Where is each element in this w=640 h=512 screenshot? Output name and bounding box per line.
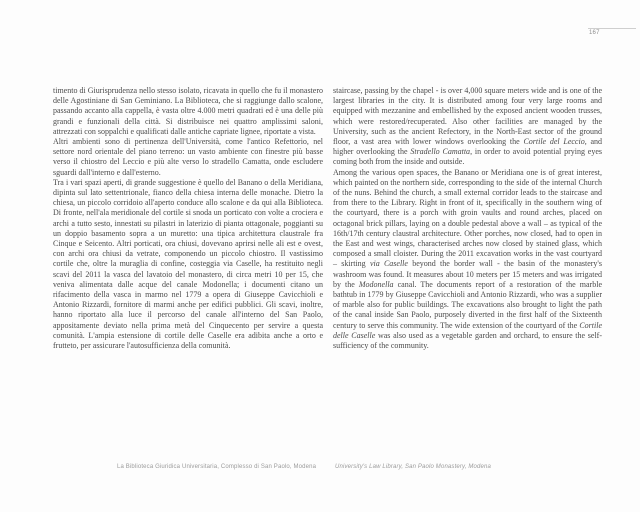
text-run: was also used as a vegetable garden and orchard, to ensure the self-sufficiency of the community. (333, 330, 602, 351)
text-column-english (333, 86, 602, 351)
text-column-italian (53, 86, 323, 351)
caption-italian: La Biblioteca Giuridica Universitaria, Complesso di San Paolo, Modena (117, 464, 317, 470)
text-run: , in order to avoid potential prying eyes coming both from the inside and outside. (333, 147, 603, 167)
page-number: 167 (589, 30, 600, 36)
text-run: Among the various open spaces, the Banano or Meridiana one is of great interest, which painted on the northern side, corresponding to the side of the internal Church of the nuns. Behind the church, a small external corridor leads to the staircase and from there to the Library. Right in front of it, specifically in the southern wing of the courtyard, there is a porch with groin vaults and round arches, placed on octagonal brick pillars, laying on a double pedestal above a wall – as typical of the 16th/17th century claustral architecture. Other porches, now closed, had to open in the East and west wings, characterised arches now closed by stained glass, which composed a small cloister. During the 2011 excavation works in the vast courtyard – skirting (333, 167, 602, 269)
text-run: canal. The documents report of a restoration of the marble bathtub in 1779 by Giuseppe Cavicchioli and Antonio Rizzardi, who was a supplier of marble also for public buildings. The excavations also brought to light the path of the canal inside San Paolo, purposely diverted in the first half of the Sixteenth century to serve this community. The wide extension of the courtyard of the (333, 279, 602, 330)
italic-term: Cortile del Leccio (523, 137, 585, 147)
italic-term: Stradello Camatta (410, 147, 471, 157)
text-run: , and higher overlooking the (333, 137, 602, 157)
caption-english: University's Law Library, San Paolo Monastery, Modena (335, 464, 491, 470)
text-run: Altri ambienti sono di pertinenza dell'Università, come l'antico Refettorio, nel settore nord orientale del piano terreno: un vasto ambiente con finestre più basse verso il chiostro del Leccio e più alte verso lo stradello Camatta, onde escludere sguardi dall'interno e dall'esterno. (53, 137, 323, 177)
page-header-rule (588, 28, 636, 29)
text-run: Tra i vari spazi aperti, di grande suggestione è quello del Banano o della Meridiana, dipinta sul lato settentrionale, fianco della chiesa interna delle monache. Dietro la chiesa, un piccolo corridoio all'aperto conduce allo scalone e da qui alla Biblioteca. Di fronte, nell'ala meridionale del cortile si snoda un porticato con volte a crociera e archi a tutto sesto, innestati su pilastri in laterizio di pianta ottagonale, poggianti su un doppio basamento sopra a un muretto: una tipica architettura claustrale fra Cinque e Seicento. Altri porticati, ora chiusi, dovevano aprirsi nelle ali est e ovest, con archi ora chiusi da vetrate, componendo un piccolo chiostro. Il vastissimo cortile che, oltre la muraglia di confine, costeggia via Caselle, ha restituito negli scavi del 2011 la vasca del lavatoio del monastero, di circa metri 10 per 15, che veniva alimentata dalle acque del canale Modonella; i documenti citano un rifacimento della vasca in marmo nel 1779 a opera di Giuseppe Cavicchioli e Antonio Rizzardi, fornitore di marmi anche per edifici pubblici. Gli scavi, inoltre, hanno riportato alla luce il percorso del canale all'interno del San Paolo, appositamente deviato nella prima metà del Cinquecento per servire a questa comunità. L'ampia estensione di cortile delle Caselle era adibita anche a orto e frutteto, per assicurare l'autosufficienza della comunità. (53, 177, 323, 351)
text-run: staircase, passing by the chapel - is over 4,000 square meters wide and is one of the largest libraries in the city. It is distributed among four very large rooms and equipped with mezzanine and embellished by the exposed ancient wooden trusses, which were restored/recuperated. Also other facilities are managed by the University, such as the ancient Refectory, in the North-East sector of the ground floor, a vast area with lower windows overlooking the (333, 86, 602, 147)
italic-term: Modonella (358, 279, 394, 289)
paragraph (333, 86, 602, 168)
italic-term: Cortile delle Caselle (333, 320, 602, 340)
paragraph (53, 178, 323, 351)
text-run: timento di Giurisprudenza nello stesso isolato, ricavata in quello che fu il monastero delle Agostiniane di San Geminiano. La Biblioteca, che si raggiunge dallo scalone, passando accanto alla cappella, è vasta oltre 4.000 metri quadrati ed è una delle più grandi e funzionali della città. Si distribuisce nei quattro amplissimi saloni, attrezzati con soppalchi e qualificati dalle antiche capriate lignee, riportate a vista. (53, 86, 323, 136)
paragraph (333, 168, 602, 352)
italic-term: via Caselle (369, 259, 408, 269)
text-run: beyond the border wall - the basin of the monastery's washroom was found. It measures about 10 meters per 15 meters and was irrigated by the (333, 259, 602, 289)
paragraph (53, 86, 323, 137)
paragraph (53, 137, 323, 178)
